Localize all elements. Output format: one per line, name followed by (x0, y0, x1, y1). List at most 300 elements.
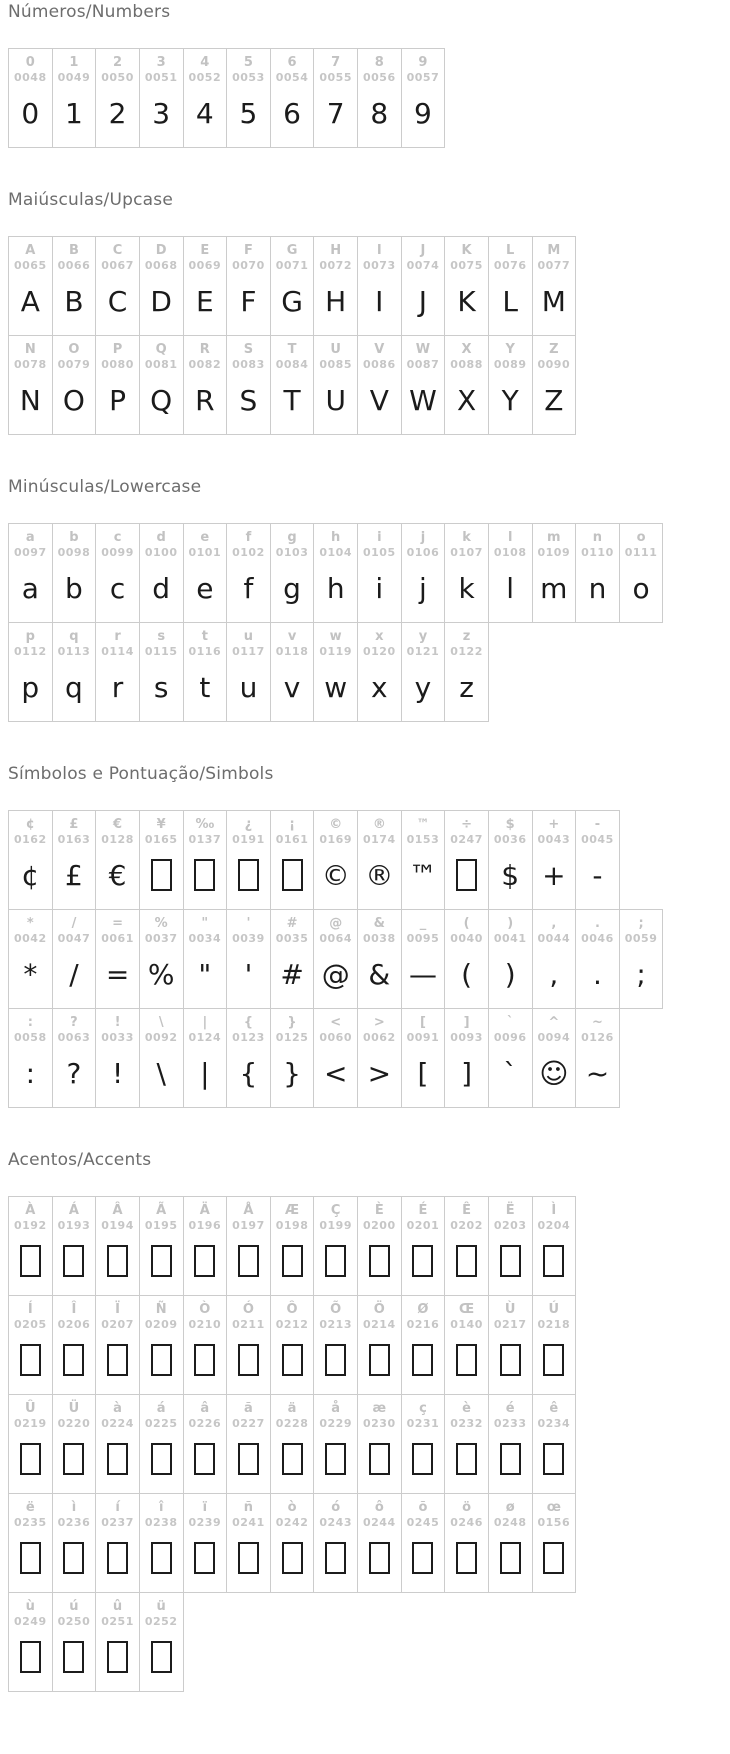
char-label: 5 (243, 55, 253, 70)
glyph: ® (365, 858, 394, 892)
char-code: 0137 (188, 833, 222, 846)
char-code: 0197 (232, 1219, 265, 1232)
char-code: 0214 (363, 1318, 396, 1331)
glyph: H (325, 284, 347, 318)
char-code: 0217 (493, 1318, 527, 1331)
glyph: M (541, 284, 566, 318)
char-code: 0196 (188, 1219, 222, 1232)
missing-glyph (14, 1532, 47, 1584)
char-code: 0106 (406, 546, 440, 559)
char-code: 0090 (537, 358, 571, 371)
char-label: \ (158, 1015, 164, 1030)
char-cell-0115 (140, 623, 184, 721)
char-label: œ (546, 1500, 561, 1515)
glyph: w (324, 670, 348, 704)
char-cell-0114 (96, 623, 140, 721)
glyph: — (408, 957, 437, 991)
char-cell-0092 (140, 1009, 184, 1107)
char-label: È (374, 1203, 384, 1218)
char-label: ¡ (289, 817, 296, 832)
missing-glyph (232, 1532, 265, 1584)
char-code: 0111 (624, 546, 658, 559)
char-code: 0249 (14, 1615, 47, 1628)
char-code: 0083 (232, 358, 265, 371)
char-cell-0061 (96, 910, 140, 1008)
glyph: ] (461, 1056, 473, 1090)
char-cell-0110 (576, 524, 620, 622)
missing-glyph-box (151, 1245, 172, 1277)
char-label: I (376, 243, 382, 258)
glyph: ! (111, 1056, 124, 1090)
missing-glyph-box (151, 1542, 172, 1574)
char-cell-0117 (227, 623, 271, 721)
missing-glyph (101, 1433, 134, 1485)
char-code: 0198 (275, 1219, 309, 1232)
char-code: 0070 (232, 259, 265, 272)
char-cell-0230 (358, 1395, 402, 1493)
char-cell-0102 (227, 524, 271, 622)
char-cell-0044 (533, 910, 577, 1008)
char-label: T (287, 342, 297, 357)
char-cell-0091 (402, 1009, 446, 1107)
missing-glyph-box (63, 1641, 84, 1673)
glyph: 8 (370, 96, 389, 130)
char-cell-0153 (402, 811, 446, 909)
char-cell-0100 (140, 524, 184, 622)
missing-glyph-box (107, 1443, 128, 1475)
char-cell-0194 (96, 1197, 140, 1295)
missing-glyph (189, 1235, 222, 1287)
char-label: ' (246, 916, 251, 931)
glyph: s (153, 670, 169, 704)
glyph: W (409, 383, 437, 417)
char-cell-0207 (96, 1296, 140, 1394)
char-label: { (243, 1015, 254, 1030)
char-label: H (330, 243, 342, 258)
missing-glyph (494, 1532, 527, 1584)
missing-glyph-box (412, 1344, 433, 1376)
missing-glyph-box (325, 1542, 346, 1574)
missing-glyph-box (238, 859, 259, 891)
char-cell-0225 (140, 1395, 184, 1493)
char-cell-0203 (489, 1197, 533, 1295)
char-code: 0058 (14, 1031, 47, 1044)
char-label: Ü (68, 1401, 80, 1416)
missing-glyph-box (194, 859, 215, 891)
missing-glyph-box (20, 1542, 41, 1574)
char-cell-0068 (140, 237, 184, 335)
char-label: + (548, 817, 560, 832)
missing-glyph-box (63, 1443, 84, 1475)
char-code: 0227 (232, 1417, 265, 1430)
char-code: 0095 (406, 932, 440, 945)
missing-glyph-box (412, 1443, 433, 1475)
char-cell-0082 (184, 336, 228, 434)
char-code: 0237 (101, 1516, 134, 1529)
missing-glyph-box (238, 1542, 259, 1574)
char-code: 0055 (319, 71, 352, 84)
char-code: 0072 (319, 259, 352, 272)
char-code: 0051 (144, 71, 178, 84)
char-label: ø (505, 1500, 515, 1515)
char-cell-0123 (227, 1009, 271, 1107)
char-label: û (112, 1599, 123, 1614)
char-cell-0087 (402, 336, 446, 434)
char-cell-0040 (445, 910, 489, 1008)
missing-glyph-box (282, 1245, 303, 1277)
char-cell-0056 (358, 49, 402, 147)
char-label: a (25, 530, 35, 545)
missing-glyph-box (325, 1443, 346, 1475)
char-cell-0071 (271, 237, 315, 335)
glyph: t (199, 670, 211, 704)
missing-glyph (538, 1433, 571, 1485)
char-code: 0068 (144, 259, 178, 272)
glyph: > (367, 1056, 392, 1090)
char-label: & (373, 916, 385, 931)
missing-glyph-box (63, 1542, 84, 1574)
char-code: 0113 (57, 645, 91, 658)
missing-glyph (14, 1433, 47, 1485)
char-label: x (375, 629, 384, 644)
missing-glyph (407, 1433, 440, 1485)
missing-glyph (145, 1334, 178, 1386)
char-label: é (505, 1401, 515, 1416)
glyph: h (326, 571, 345, 605)
char-code: 0123 (232, 1031, 265, 1044)
char-cell-0067 (96, 237, 140, 335)
char-code: 0056 (363, 71, 396, 84)
missing-glyph-box (107, 1344, 128, 1376)
char-code: 0100 (144, 546, 178, 559)
glyph: \ (156, 1056, 166, 1090)
char-cell-0079 (53, 336, 97, 434)
glyph: Z (544, 383, 564, 417)
char-code: 0105 (363, 546, 396, 559)
glyph: 0 (21, 96, 40, 130)
char-cell-0094 (533, 1009, 577, 1107)
char-code: 0202 (450, 1219, 483, 1232)
char-label: ` (506, 1015, 514, 1030)
char-cell-0205 (9, 1296, 53, 1394)
char-label: Z (549, 342, 559, 357)
char-code: 0232 (450, 1417, 483, 1430)
char-code: 0108 (493, 546, 527, 559)
missing-glyph-box (500, 1344, 521, 1376)
char-code: 0054 (275, 71, 309, 84)
char-label: Â (112, 1203, 123, 1218)
glyph: v (283, 670, 301, 704)
char-cell-0226 (184, 1395, 228, 1493)
char-label: q (69, 629, 79, 644)
char-label: n (592, 530, 603, 545)
char-code: 0097 (14, 546, 47, 559)
char-cell-0162 (9, 811, 53, 909)
char-label: ‰ (195, 817, 215, 832)
char-code: 0063 (57, 1031, 91, 1044)
char-cell-0104 (314, 524, 358, 622)
missing-glyph (363, 1334, 396, 1386)
char-code: 0162 (14, 833, 47, 846)
missing-glyph (494, 1235, 527, 1287)
missing-glyph (363, 1433, 396, 1485)
char-label: 4 (200, 55, 210, 70)
missing-glyph (145, 1532, 178, 1584)
missing-glyph (232, 1433, 265, 1485)
missing-glyph (189, 849, 222, 901)
char-cell-0214 (358, 1296, 402, 1394)
missing-glyph (58, 1532, 91, 1584)
char-label: è (462, 1401, 471, 1416)
char-cell-0231 (402, 1395, 446, 1493)
char-cell-0124 (184, 1009, 228, 1107)
missing-glyph (407, 1235, 440, 1287)
char-label: ç (419, 1401, 427, 1416)
char-cell-0212 (271, 1296, 315, 1394)
char-cell-0090 (533, 336, 576, 434)
glyph: Y (501, 383, 519, 417)
char-code: 0044 (537, 932, 571, 945)
char-label: g (287, 530, 297, 545)
missing-glyph (58, 1334, 91, 1386)
char-code: 0118 (275, 645, 309, 658)
char-label: ã (244, 1401, 253, 1416)
glyph: # (280, 957, 304, 991)
char-code: 0086 (363, 358, 396, 371)
char-label: ® (372, 817, 386, 832)
char-label: ! (114, 1015, 121, 1030)
glyph: 4 (195, 96, 214, 130)
char-cell-0137 (184, 811, 228, 909)
missing-glyph (450, 1334, 483, 1386)
char-cell-0228 (271, 1395, 315, 1493)
glyph: " (198, 957, 212, 991)
char-code: 0079 (57, 358, 91, 371)
char-cell-0229 (314, 1395, 358, 1493)
char-cell-0080 (96, 336, 140, 434)
char-cell-0216 (402, 1296, 446, 1394)
glyph: ¢ (21, 858, 40, 892)
char-cell-0086 (358, 336, 402, 434)
char-cell-0053 (227, 49, 271, 147)
missing-glyph-box (500, 1443, 521, 1475)
section-title: Números/Numbers (8, 2, 171, 22)
char-cell-0062 (358, 1009, 402, 1107)
char-cell-0058 (9, 1009, 53, 1107)
char-label: f (245, 530, 252, 545)
char-code: 0153 (406, 833, 440, 846)
char-cell-0103 (271, 524, 315, 622)
char-cell-0077 (533, 237, 576, 335)
char-code: 0140 (450, 1318, 483, 1331)
glyph: q (65, 670, 83, 704)
glyph: B (64, 284, 84, 318)
char-code: 0041 (493, 932, 527, 945)
char-code: 0066 (57, 259, 91, 272)
char-label: Y (505, 342, 515, 357)
char-label: Ê (462, 1203, 471, 1218)
glyph: | (200, 1056, 210, 1090)
char-label: z (462, 629, 471, 644)
missing-glyph (101, 1235, 134, 1287)
char-label: Ù (504, 1302, 516, 1317)
char-code: 0191 (232, 833, 265, 846)
char-cell-0073 (358, 237, 402, 335)
char-cell-0235 (9, 1494, 53, 1592)
char-code: 0126 (581, 1031, 614, 1044)
char-code: 0119 (319, 645, 352, 658)
char-label: Ç (330, 1203, 341, 1218)
char-code: 0047 (57, 932, 91, 945)
char-cell-0107 (445, 524, 489, 622)
char-label: . (594, 916, 600, 931)
char-cell-0224 (96, 1395, 140, 1493)
char-label: Ì (551, 1203, 557, 1218)
char-label: P (112, 342, 123, 357)
missing-glyph (58, 1433, 91, 1485)
glyph: x (371, 670, 388, 704)
char-label: V (374, 342, 385, 357)
char-code: 0229 (319, 1417, 352, 1430)
char-label: ? (70, 1015, 78, 1030)
char-code: 0207 (101, 1318, 134, 1331)
char-cell-0096 (489, 1009, 533, 1107)
char-label: M (547, 243, 561, 258)
char-code: 0065 (14, 259, 47, 272)
char-cell-0050 (96, 49, 140, 147)
missing-glyph (538, 1334, 571, 1386)
char-label: A (25, 243, 36, 258)
char-label: À (25, 1203, 36, 1218)
glyph: c (109, 571, 126, 605)
char-cell-0198 (271, 1197, 315, 1295)
missing-glyph (145, 1433, 178, 1485)
char-code: 0053 (232, 71, 265, 84)
glyph: € (108, 858, 127, 892)
char-row (8, 1295, 576, 1395)
missing-glyph-box (369, 1443, 390, 1475)
char-label: 2 (113, 55, 123, 70)
char-label: € (113, 817, 123, 832)
char-cell-0075 (445, 237, 489, 335)
char-cell-0232 (445, 1395, 489, 1493)
char-code: 0205 (14, 1318, 47, 1331)
missing-glyph-box (282, 1344, 303, 1376)
glyph: $ (501, 858, 520, 892)
char-label: Ö (373, 1302, 385, 1317)
glyph: ~ (585, 1056, 610, 1090)
char-code: 0050 (101, 71, 134, 84)
char-cell-0046 (576, 910, 620, 1008)
char-cell-0119 (314, 623, 358, 721)
char-cell-0246 (445, 1494, 489, 1592)
missing-glyph (319, 1433, 352, 1485)
glyph: L (502, 284, 518, 318)
char-cell-0059 (620, 910, 663, 1008)
missing-glyph (14, 1631, 47, 1683)
char-cell-0070 (227, 237, 271, 335)
char-label: ë (25, 1500, 35, 1515)
glyph: = (105, 957, 130, 991)
char-code: 0206 (57, 1318, 91, 1331)
glyph: u (239, 670, 258, 704)
missing-glyph (319, 1532, 352, 1584)
char-code: 0074 (406, 259, 440, 272)
char-code: 0035 (275, 932, 309, 945)
char-label: r (114, 629, 121, 644)
char-code: 0104 (319, 546, 352, 559)
char-code: 0062 (363, 1031, 396, 1044)
glyph: ☺ (539, 1056, 569, 1090)
char-label: C (112, 243, 123, 258)
glyph: j (419, 571, 427, 605)
char-cell-0089 (489, 336, 533, 434)
char-cell-0251 (96, 1593, 140, 1691)
char-cell-0065 (9, 237, 53, 335)
missing-glyph-box (325, 1344, 346, 1376)
char-code: 0244 (363, 1516, 396, 1529)
char-label: @ (329, 916, 343, 931)
glyph-section (8, 2, 722, 148)
glyph: D (150, 284, 172, 318)
char-code: 0084 (275, 358, 309, 371)
char-cell-0108 (489, 524, 533, 622)
missing-glyph-box (543, 1344, 564, 1376)
char-label: Æ (285, 1203, 300, 1218)
char-label: s (157, 629, 166, 644)
char-cell-0072 (314, 237, 358, 335)
glyph: y (414, 670, 432, 704)
char-code: 0075 (450, 259, 483, 272)
missing-glyph-box (20, 1641, 41, 1673)
missing-glyph (145, 1631, 178, 1683)
char-cell-0112 (9, 623, 53, 721)
missing-glyph (450, 1532, 483, 1584)
char-code: 0064 (319, 932, 352, 945)
char-code: 0046 (581, 932, 614, 945)
char-code: 0248 (493, 1516, 527, 1529)
char-label: b (69, 530, 79, 545)
char-code: 0121 (406, 645, 440, 658)
missing-glyph (189, 1334, 222, 1386)
glyph-section (8, 1150, 722, 1692)
char-code: 0082 (188, 358, 222, 371)
char-row (8, 1196, 576, 1296)
char-label: c (113, 530, 122, 545)
glyph: a (21, 571, 39, 605)
missing-glyph-box (238, 1245, 259, 1277)
char-label: D (155, 243, 167, 258)
missing-glyph-box (238, 1443, 259, 1475)
char-label: ^ (548, 1015, 560, 1030)
char-cell-0055 (314, 49, 358, 147)
char-code: 0099 (101, 546, 134, 559)
char-label: ] (463, 1015, 470, 1030)
missing-glyph (363, 1532, 396, 1584)
char-label: ¿ (244, 817, 253, 832)
char-label: , (551, 916, 557, 931)
char-label: å (331, 1401, 341, 1416)
missing-glyph (58, 1235, 91, 1287)
char-cell-0169 (314, 811, 358, 909)
char-code: 0067 (101, 259, 134, 272)
char-code: 0156 (537, 1516, 571, 1529)
char-code: 0165 (144, 833, 178, 846)
glyph: ) (504, 957, 516, 991)
glyph: A (20, 284, 40, 318)
char-label: â (200, 1401, 210, 1416)
char-code: 0107 (450, 546, 483, 559)
